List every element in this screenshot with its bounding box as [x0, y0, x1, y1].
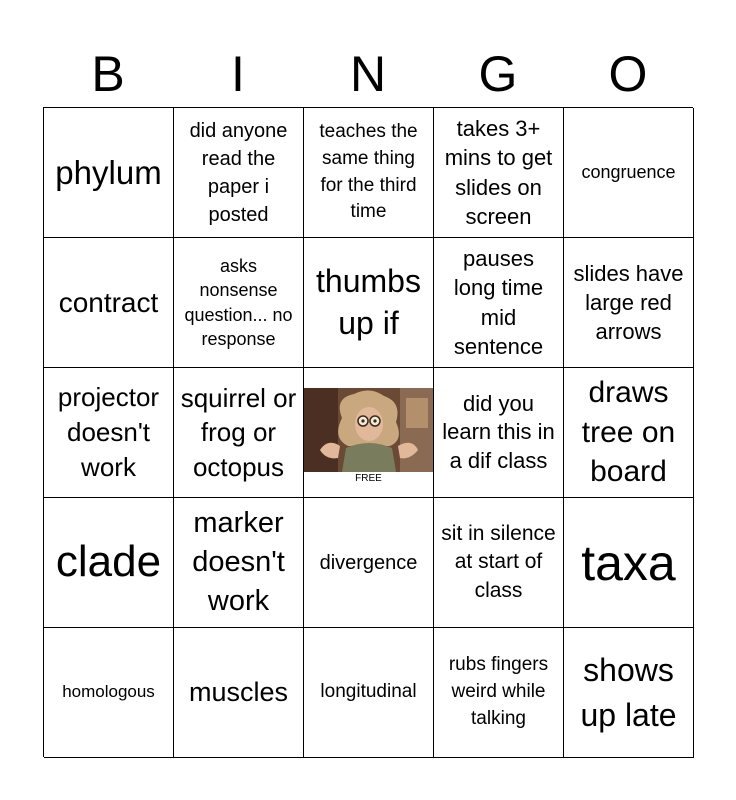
- header-letter-n: N: [349, 46, 387, 102]
- cell-text: taxa: [581, 534, 676, 591]
- cell-text: congruence: [581, 161, 676, 182]
- bingo-cell-r3c5[interactable]: [564, 368, 694, 498]
- bingo-cell-r1c1[interactable]: [44, 108, 174, 238]
- bingo-cell-r1c2[interactable]: [174, 108, 304, 238]
- cell-text: rubs fingers weird while talking: [448, 654, 549, 729]
- bingo-cell-r1c3[interactable]: [304, 108, 434, 238]
- bingo-cell-r2c2[interactable]: [174, 238, 304, 368]
- cell-text: did anyone read the paper i posted: [189, 119, 288, 226]
- header-letter-b: B: [91, 46, 125, 102]
- cell-text: teaches the same thing for the third time: [319, 121, 418, 223]
- cell-text: projector doesn't work: [57, 382, 160, 482]
- cell-text: longitudinal: [320, 681, 417, 703]
- header-letter-o: O: [608, 46, 648, 102]
- cell-text: squirrel or frog or octopus: [180, 383, 297, 482]
- bingo-cell-r4c5[interactable]: [564, 498, 694, 628]
- bingo-cell-r3c1[interactable]: [44, 368, 174, 498]
- free-space-image: [304, 388, 434, 472]
- bingo-cell-r5c3[interactable]: [304, 628, 434, 758]
- bingo-cell-r2c5[interactable]: [564, 238, 694, 368]
- cell-text: takes 3+ mins to get slides on screen: [444, 116, 553, 229]
- bingo-cell-r1c5[interactable]: [564, 108, 694, 238]
- bingo-cell-r4c2[interactable]: [174, 498, 304, 628]
- free-space-label: FREE: [355, 473, 382, 484]
- bingo-cell-r5c2[interactable]: [174, 628, 304, 758]
- bingo-cell-r4c4[interactable]: [434, 498, 564, 628]
- cell-text: clade: [55, 537, 162, 587]
- bingo-cell-r3c4[interactable]: [434, 368, 564, 498]
- cell-text: contract: [58, 286, 159, 318]
- cell-text: homologous: [62, 682, 155, 702]
- free-space-cell[interactable]: [304, 368, 434, 498]
- cell-text: asks nonsense question... no response: [184, 255, 293, 349]
- bingo-cell-r1c4[interactable]: [434, 108, 564, 238]
- header-letter-i: I: [231, 46, 245, 102]
- cell-text: slides have large red arrows: [573, 260, 684, 345]
- bingo-cell-r2c3[interactable]: [304, 238, 434, 368]
- cell-text: marker doesn't work: [192, 507, 285, 617]
- bingo-cell-r4c1[interactable]: [44, 498, 174, 628]
- bingo-cell-r2c1[interactable]: [44, 238, 174, 368]
- cell-text: shows up late: [580, 651, 677, 733]
- bingo-cell-r3c2[interactable]: [174, 368, 304, 498]
- bingo-cell-r5c4[interactable]: [434, 628, 564, 758]
- header-letter-g: G: [478, 46, 518, 102]
- cell-text: divergence: [319, 551, 418, 574]
- bingo-card: [43, 107, 693, 757]
- cell-text: sit in silence at start of class: [441, 521, 556, 602]
- cell-text: draws tree on board: [581, 376, 676, 489]
- bingo-cell-r5c1[interactable]: [44, 628, 174, 758]
- cell-text: did you learn this in a dif class: [442, 390, 555, 473]
- bingo-cell-r5c5[interactable]: [564, 628, 694, 758]
- cell-text: thumbs up if: [316, 262, 421, 341]
- bingo-header: [43, 42, 693, 106]
- bingo-cell-r4c3[interactable]: [304, 498, 434, 628]
- cell-text: phylum: [55, 153, 162, 191]
- cell-text: muscles: [188, 677, 289, 708]
- bingo-cell-r2c4[interactable]: [434, 238, 564, 368]
- cell-text: pauses long time mid sentence: [453, 246, 544, 359]
